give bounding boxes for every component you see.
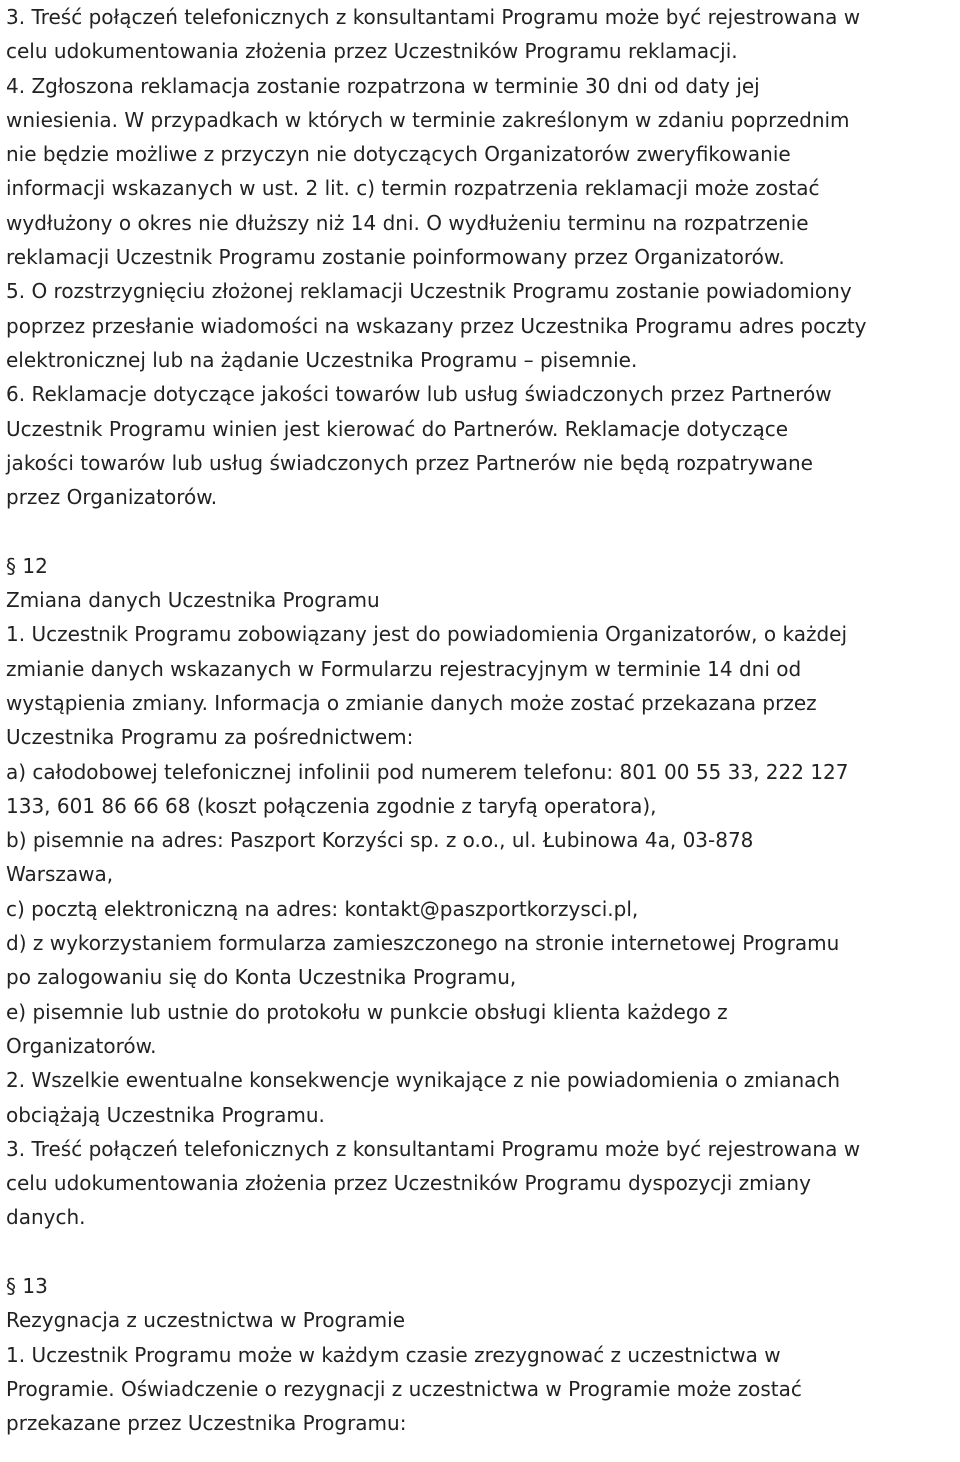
text-line: 1. Uczestnik Programu może w każdym czasie zrezygnować z uczestnictwa w [6,1342,781,1367]
text-line: celu udokumentowania złożenia przez Uczestników Programu reklamacji. [6,39,738,64]
text-line: Programie. Oświadczenie o rezygnacji z uczestnictwa w Programie może zostać [6,1376,802,1401]
document-page [6,0,960,1462]
section-title: Rezygnacja z uczestnictwa w Programie [6,1308,406,1333]
text-line: Uczestnik Programu winien jest kierować do Partnerów. Reklamacje dotyczące [6,416,789,441]
text-line: przez Organizatorów. [6,485,218,510]
text-line: wniesienia. W przypadkach w których w terminie zakreślonym w zdaniu poprzednim [6,107,850,132]
text-line: 3. Treść połączeń telefonicznych z konsultantami Programu może być rejestrowana w [6,5,861,29]
blank-line [6,514,960,548]
text-line: informacji wskazanych w ust. 2 lit. c) termin rozpatrzenia reklamacji może zostać [6,176,820,201]
text-line: reklamacji Uczestnik Programu zostanie poinformowany przez Organizatorów. [6,245,785,270]
text-line: obciążają Uczestnika Programu. [6,1102,325,1127]
text-line: a) całodobowej telefonicznej infolinii pod numerem telefonu: 801 00 55 33, 222 127 [6,759,849,784]
text-line: po zalogowaniu się do Konta Uczestnika Programu, [6,965,517,990]
text-line: elektronicznej lub na żądanie Uczestnika Programu – pisemnie. [6,347,638,372]
text-line: danych. [6,1205,86,1230]
text-line: d) z wykorzystaniem formularza zamieszczonego na stronie internetowej Programu [6,931,840,956]
text-line: celu udokumentowania złożenia przez Uczestników Programu dyspozycji zmiany [6,1171,811,1196]
blank-line [6,1235,960,1269]
text-line: c) pocztą elektroniczną na adres: kontakt@paszportkorzysci.pl, [6,896,639,921]
text-line: 2. Wszelkie ewentualne konsekwencje wynikające z nie powiadomienia o zmianach [6,1068,841,1093]
text-line: Warszawa, [6,862,114,887]
text-line: Organizatorów. [6,1033,157,1058]
text-line: zmianie danych wskazanych w Formularzu rejestracyjnym w terminie 14 dni od [6,656,802,681]
text-line: 133, 601 86 66 68 (koszt połączenia zgodnie z taryfą operatora), [6,793,657,818]
section-number: § 12 [6,553,48,578]
text-line: 3. Treść połączeń telefonicznych z konsultantami Programu może być rejestrowana w [6,1136,861,1161]
text-line: 4. Zgłoszona reklamacja zostanie rozpatrzona w terminie 30 dni od daty jej [6,73,760,98]
text-line: przekazane przez Uczestnika Programu: [6,1411,407,1436]
text-line: jakości towarów lub usług świadczonych przez Partnerów nie będą rozpatrywane [6,450,813,475]
text-line: Uczestnika Programu za pośrednictwem: [6,725,414,750]
text-line: nie będzie możliwe z przyczyn nie dotyczących Organizatorów zweryfikowanie [6,142,791,167]
text-line: poprzez przesłanie wiadomości na wskazany przez Uczestnika Programu adres poczty [6,313,867,338]
section-title: Zmiana danych Uczestnika Programu [6,588,380,613]
section-number: § 13 [6,1273,48,1298]
text-line: b) pisemnie na adres: Paszport Korzyści sp. z o.o., ul. Łubinowa 4a, 03-878 [6,828,754,853]
text-line: 5. O rozstrzygnięciu złożonej reklamacji Uczestnik Programu zostanie powiadomiony [6,279,852,304]
text-line: e) pisemnie lub ustnie do protokołu w punkcie obsługi klienta każdego z [6,999,728,1024]
text-line: wydłużony o okres nie dłuższy niż 14 dni. O wydłużeniu terminu na rozpatrzenie [6,210,809,235]
text-line: wystąpienia zmiany. Informacja o zmianie danych może zostać przekazana przez [6,690,817,715]
text-line: 6. Reklamacje dotyczące jakości towarów lub usług świadczonych przez Partnerów [6,382,832,407]
text-line: 1. Uczestnik Programu zobowiązany jest do powiadomienia Organizatorów, o każdej [6,622,848,647]
